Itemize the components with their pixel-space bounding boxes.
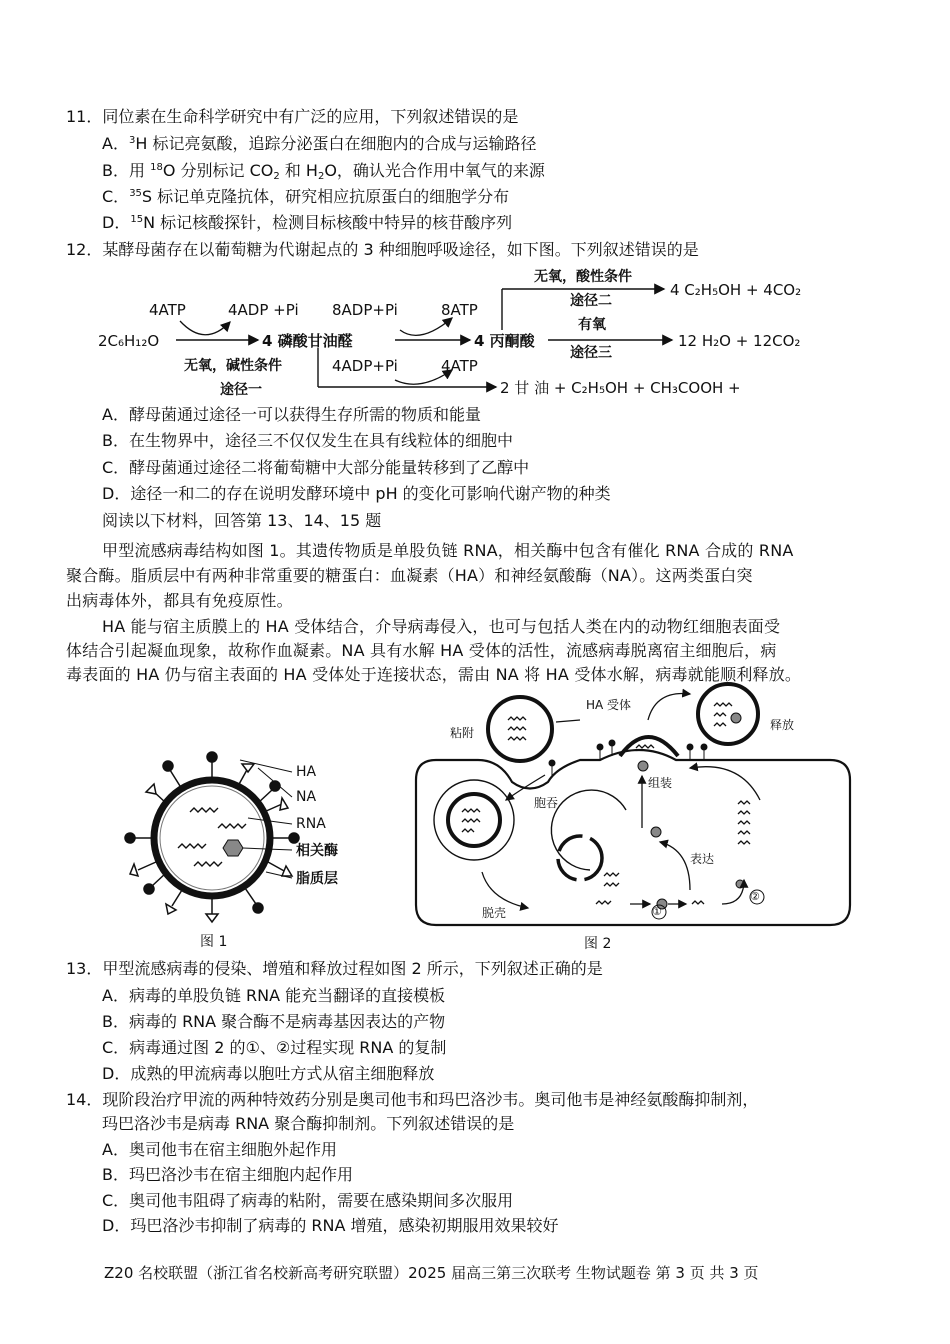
uncoating-virus — [558, 836, 602, 880]
label-8adp-pi: 8ADP+Pi — [332, 301, 398, 319]
q11-option-c: C．$^{35}$S 标记单克隆抗体，研究相应抗原蛋白的细胞学分布 — [102, 187, 510, 206]
q11-option-d: D．$^{15}$N 标记核酸探针，检测目标核酸中特异的核苷酸序列 — [102, 213, 513, 232]
q14-stem-line2: 玛巴洛沙韦是病毒 RNA 聚合酶抑制剂。下列叙述错误的是 — [102, 1114, 515, 1133]
label-path1: 途径一 — [220, 382, 262, 398]
page-footer: Z20 名校联盟（浙江省名校新高考研究联盟）2025 届高三第三次联考 生物试题卷 第 3 页 共 3 页 — [104, 1264, 759, 1282]
q12-option-d: D．途径一和二的存在说明发酵环境中 pH 的变化可影响代谢产物的种类 — [102, 484, 611, 503]
virus-in-endosome — [448, 794, 500, 846]
q13-option-c: C．病毒通过图 2 的①、②过程实现 RNA 的复制 — [102, 1038, 447, 1057]
reading-p1-line3: 出病毒体外，都具有免疫原性。 — [66, 591, 293, 610]
q11-option-a: A．$^3$H 标记亮氨酸，追踪分泌蛋白在细胞内的合成与运输路径 — [102, 134, 537, 153]
q13-option-a: A．病毒的单股负链 RNA 能充当翻译的直接模板 — [102, 986, 446, 1005]
fig2-label-step2: ② — [750, 890, 760, 903]
fig2-caption: 图 2 — [584, 936, 612, 952]
uncoating-vesicle — [551, 790, 626, 870]
label-4atp: 4ATP — [149, 301, 186, 319]
q12-option-b: B．在生物界中，途径三不仅仅发生在具有线粒体的细胞中 — [102, 431, 513, 450]
q12-option-a: A．酵母菌通过途径一可以获得生存所需的物质和能量 — [102, 405, 481, 424]
label-cond3: 有氧 — [578, 317, 606, 333]
fig1-caption: 图 1 — [200, 934, 228, 950]
fig2-label-attach: 粘附 — [450, 726, 475, 740]
q12-option-c: C．酵母菌通过途径二将葡萄糖中大部分能量转移到了乙醇中 — [102, 458, 530, 477]
fig1-label-ha: HA — [296, 764, 317, 780]
virus-attach — [488, 697, 552, 761]
label-8atp: 8ATP — [441, 301, 478, 319]
label-cond1: 无氧，碱性条件 — [184, 358, 282, 374]
label-4adp-pi: 4ADP +Pi — [228, 301, 299, 319]
fig2-label-express: 表达 — [690, 852, 715, 866]
fig2-label-assemble: 组装 — [648, 776, 673, 790]
label-prod3: 12 H₂O + 12CO₂ — [678, 332, 801, 350]
label-cond2: 无氧，酸性条件 — [534, 269, 632, 285]
q12-stem: 12．某酵母菌存在以葡萄糖为代谢起点的 3 种细胞呼吸途径，如下图。下列叙述错误的是 — [66, 240, 699, 259]
label-path2: 途径二 — [570, 293, 612, 309]
q11-stem: 11．同位素在生命科学研究中有广泛的应用，下列叙述错误的是 — [66, 107, 519, 126]
reading-p2-line1: HA 能与宿主质膜上的 HA 受体结合，介导病毒侵入，也可与包括人类在内的动物红细胞表面受 — [102, 617, 781, 636]
q11-option-b: B．用 $^{18}$O 分别标记 $CO_2$ 和 $H_2O$，确认光合作用中氧气的来源 — [102, 161, 545, 182]
label-prod2: 4 C₂H₅OH + 4CO₂ — [670, 281, 802, 299]
label-4adp-pi-b: 4ADP+Pi — [332, 357, 398, 375]
label-pyruvate: 4 丙酮酸 — [474, 332, 535, 350]
label-path3: 途径三 — [570, 345, 612, 361]
fig2-label-step1: ① — [652, 905, 662, 918]
q13-option-b: B．病毒的 RNA 聚合酶不是病毒基因表达的产物 — [102, 1012, 446, 1031]
label-g3p: 4 磷酸甘油醛 — [262, 332, 353, 350]
fig1-label-lipid: 脂质层 — [296, 871, 338, 887]
fig1-label-rna: RNA — [296, 816, 326, 832]
host-cell-membrane — [416, 750, 850, 925]
virus-released — [698, 684, 758, 744]
q14-option-c: C．奥司他韦阻碍了病毒的粘附，需要在感染期间多次服用 — [102, 1191, 514, 1210]
q13-stem: 13．甲型流感病毒的侵染、增殖和释放过程如图 2 所示，下列叙述正确的是 — [66, 959, 603, 978]
label-4atp-b: 4ATP — [441, 357, 478, 375]
fig2-label-receptor: HA 受体 — [586, 698, 632, 712]
label-prod1: 2 甘 油 + C₂H₅OH + CH₃COOH + — [500, 379, 741, 397]
q14-option-a: A．奥司他韦在宿主细胞外起作用 — [102, 1140, 337, 1159]
reading-p1-line2: 聚合酶。脂质层中有两种非常重要的糖蛋白：血凝素（HA）和神经氨酸酶（NA）。这两类蛋白突 — [66, 566, 753, 585]
fig2-label-endocytosis: 胞吞 — [534, 796, 559, 810]
label-glucose: 2C₆H₁₂O — [98, 332, 160, 350]
fig2-label-uncoat: 脱壳 — [482, 906, 507, 920]
fig1-label-na: NA — [296, 789, 317, 805]
q14-option-b: B．玛巴洛沙韦在宿主细胞内起作用 — [102, 1165, 353, 1184]
q14-stem-line1: 14．现阶段治疗甲流的两种特效药分别是奥司他韦和玛巴洛沙韦。奥司他韦是神经氨酸酶抑制剂， — [66, 1090, 759, 1109]
fig1-label-enzyme: 相关酶 — [296, 843, 338, 859]
q14-option-d: D．玛巴洛沙韦抑制了病毒的 RNA 增殖，感染初期服用效果较好 — [102, 1216, 559, 1235]
fig2-label-release: 释放 — [770, 718, 795, 732]
reading-intro: 阅读以下材料，回答第 13、14、15 题 — [102, 511, 382, 530]
q13-option-d: D．成熟的甲流病毒以胞吐方式从宿主细胞释放 — [102, 1064, 435, 1083]
reading-p2-line3: 毒表面的 HA 仍与宿主表面的 HA 受体处于连接状态，需由 NA 将 HA 受体水解，病毒就能顺利释放。 — [66, 665, 802, 684]
reading-p2-line2: 体结合引起凝血现象，故称作血凝素。NA 具有水解 HA 受体的活性，流感病毒脱离宿主细胞后，病 — [66, 641, 777, 660]
reading-p1-line1: 甲型流感病毒结构如图 1。其遗传物质是单股负链 RNA，相关酶中包含有催化 RNA 合成的 RNA — [102, 541, 794, 560]
